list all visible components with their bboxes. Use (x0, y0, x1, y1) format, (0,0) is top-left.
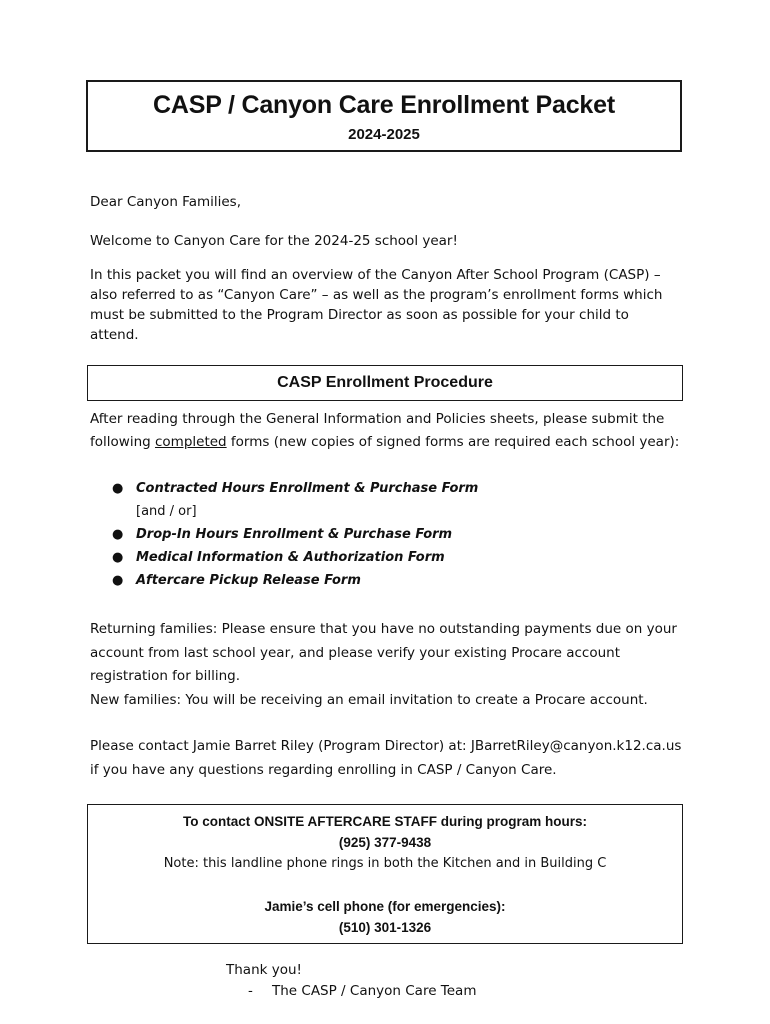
returning-families-note: Returning families: Please ensure that you have no outstanding payments due on your account from last school year, and please verify your existing Procare account registration for billing. (90, 621, 677, 684)
section-title: CASP Enrollment Procedure (277, 374, 493, 391)
page-title: CASP / Canyon Care Enrollment Packet (153, 91, 615, 119)
bullet-icon: ● (112, 550, 124, 565)
cell-phone: (510) 301-1326 (338, 920, 432, 935)
new-families-note: New families: You will be receiving an email invitation to create a Procare account. (90, 691, 648, 708)
enrollment-procedure-header (87, 365, 683, 401)
bullet-icon: ● (112, 527, 124, 542)
welcome-text: Welcome to Canyon Care for the 2024-25 school year! (90, 233, 458, 249)
intro-text-start: After reading through the General Information and Policies sheets, please submit the following (90, 411, 665, 450)
signature-dash: - (248, 983, 253, 999)
onsite-staff-heading: To contact ONSITE AFTERCARE STAFF during program hours: (183, 814, 587, 829)
cell-phone-heading: Jamie’s cell phone (for emergencies): (264, 899, 506, 914)
title-box (86, 80, 682, 152)
signature-line (248, 981, 476, 1002)
list-item (112, 548, 612, 571)
list-item (112, 571, 612, 594)
bullet-icon: ● (112, 573, 124, 588)
procedure-intro (90, 408, 685, 454)
onsite-phone: (925) 377-9438 (338, 835, 432, 850)
intro-underlined-word: completed (154, 434, 227, 450)
school-year: 2024-2025 (348, 126, 420, 143)
families-notes (90, 618, 680, 712)
list-item (112, 479, 612, 502)
list-item (112, 525, 612, 548)
form-name: Contracted Hours Enrollment & Purchase Form (136, 481, 479, 496)
director-contact-paragraph: Please contact Jamie Barret Riley (Program Director) at: JBarretRiley@canyon.k12.ca.us if you have any questions regarding enrolling in CASP / Canyon Care. (90, 738, 682, 778)
form-name: Medical Information & Authorization Form (136, 550, 445, 565)
and-or-note: [and / or] (136, 504, 197, 519)
spacer (88, 874, 682, 896)
intro-text-end: forms (new copies of signed forms are required each school year): (226, 434, 680, 450)
required-forms-list (112, 479, 612, 594)
form-name: Drop-In Hours Enrollment & Purchase Form (136, 527, 453, 542)
contact-info-box (87, 804, 683, 944)
form-name: Aftercare Pickup Release Form (136, 573, 361, 588)
overview-paragraph: In this packet you will find an overview of the Canyon After School Program (CASP) – also referred to as “Canyon Care” – as well as the program’s enrollment forms which must be submitted to the Program Director as soon as possible for your child to attend. (90, 267, 663, 343)
thank-you: Thank you! (226, 962, 302, 978)
bullet-icon: ● (112, 481, 124, 496)
salutation: Dear Canyon Families, (90, 194, 241, 210)
team-name: The CASP / Canyon Care Team (272, 983, 477, 999)
onsite-phone-note: Note: this landline phone rings in both the Kitchen and in Building C (163, 856, 607, 871)
